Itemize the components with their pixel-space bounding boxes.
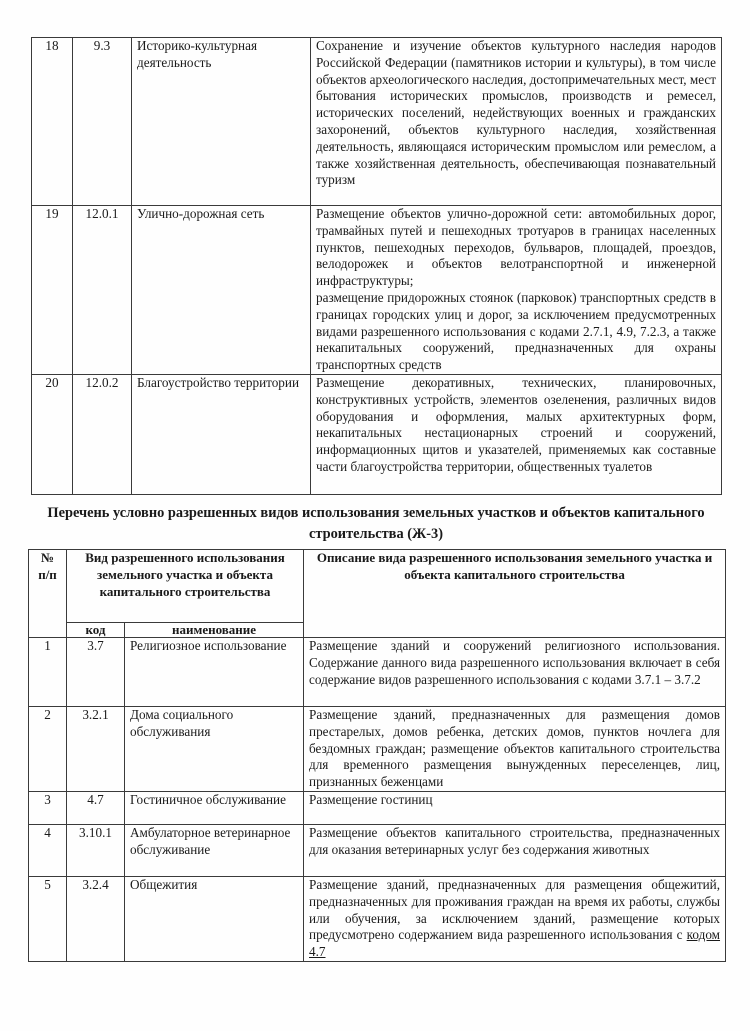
row-number: 1 [29, 638, 67, 707]
table-row [29, 825, 726, 877]
header-code: код [67, 623, 125, 638]
header-description: Описание вида разрешенного использования земельного участка и объекта капитального строительства [304, 550, 726, 638]
row-name: Улично-дорожная сеть [132, 206, 311, 375]
table-row [32, 206, 722, 375]
row-number: 2 [29, 707, 67, 792]
row-description: Размещение гостиниц [304, 792, 726, 825]
row-code: 3.10.1 [67, 825, 125, 877]
row-code: 3.2.4 [67, 877, 125, 962]
row-name: Религиозное использование [125, 638, 304, 707]
row-number: 18 [32, 38, 73, 206]
description-part-2: размещение придорожных стоянок (парковок) транспортных средств в границах городских улиц и дорог, за исключением предусмотренных видами разрешенного использования с кодами 2.7.1, 4.9, 7.2.3, а также некапитальных сооружений, предназначенных для охраны транспортных средств [316, 289, 716, 373]
row-description: Размещение зданий, предназначенных для размещения домов престарелых, домов ребенка, детских домов, пунктов ночлега для бездомных граждан; размещение объектов капитального строительства для временного размещения вынужденных переселенцев, лиц, признанных беженцами [304, 707, 726, 792]
header-use-type: Вид разрешенного использования земельного участка и объекта капитального строительства [67, 550, 304, 623]
header-name: наименование [125, 623, 304, 638]
row-name: Общежития [125, 877, 304, 962]
row-number: 20 [32, 375, 73, 495]
row-name: Амбулаторное ветеринарное обслуживание [125, 825, 304, 877]
table-row [29, 877, 726, 962]
row-code: 3.7 [67, 638, 125, 707]
code-reference-link[interactable]: кодом 4.7 [309, 927, 721, 960]
row-code: 9.3 [73, 38, 132, 206]
header-number: № п/п [29, 550, 67, 638]
row-description: Сохранение и изучение объектов культурного наследия народов Российской Федерации (памятников истории и культуры), в том числе объектов археологического наследия, достопримечательных мест, мест бытования исторических промыслов, производств и ремесел, исторических поселений, недействующих военных и гражданских захоронений, объектов культурного наследия, хозяйственная деятельность, являющаяся историческим промыслом или ремеслом, а также хозяйственная деятельность, обеспечивающая познавательный туризм [311, 38, 722, 206]
row-description: Размещение зданий и сооружений религиозного использования. Содержание данного вида разрешенного использования включает в себя содержание видов разрешенного использования с кодами 3.7.1 – 3.7.2 [304, 638, 726, 707]
table-row [29, 707, 726, 792]
row-name: Историко-культурная деятельность [132, 38, 311, 206]
row-number: 19 [32, 206, 73, 375]
row-number: 5 [29, 877, 67, 962]
row-name: Гостиничное обслуживание [125, 792, 304, 825]
header-row [29, 550, 726, 623]
row-description: Размещение декоративных, технических, планировочных, конструктивных устройств, элементов озеленения, различных видов оборудования и оформления, малых архитектурных форм, некапитальных нестационарных строений и сооружений, информационных щитов и указателей, применяемых как составные части благоустройства территории, общественных туалетов [311, 375, 722, 495]
row-name: Благоустройство территории [132, 375, 311, 495]
row-code: 3.2.1 [67, 707, 125, 792]
row-description [311, 206, 722, 375]
row-number: 4 [29, 825, 67, 877]
row-description: Размещение объектов капитального строительства, предназначенных для оказания ветеринарных услуг без содержания животных [304, 825, 726, 877]
row-description [304, 877, 726, 962]
table-row [29, 792, 726, 825]
conditionally-permitted-uses-table [28, 549, 726, 962]
description-part-1: Размещение объектов улично-дорожной сети: автомобильных дорог, трамвайных путей и пешеходных тротуаров в границах населенных пунктов, пешеходных переходов, бульваров, площадей, проездов, велодорожек и объектов велотранспортной и инженерной инфраструктуры; [316, 206, 716, 289]
row-code: 12.0.2 [73, 375, 132, 495]
table-row [32, 375, 722, 495]
row-code: 4.7 [67, 792, 125, 825]
description-text: Размещение зданий, предназначенных для размещения общежитий, предназначенных для проживания граждан на время их работы, службы или обучения, за исключением зданий, размещение которых предусмотрено содержанием вида разрешенного использования с [309, 877, 721, 943]
section-title: Перечень условно разрешенных видов использования земельных участков и объектов капитального строительства (Ж-3) [47, 505, 705, 542]
permitted-uses-table-continued [31, 37, 722, 495]
table-row [29, 638, 726, 707]
row-code: 12.0.1 [73, 206, 132, 375]
table-row [32, 38, 722, 206]
row-number: 3 [29, 792, 67, 825]
row-name: Дома социального обслуживания [125, 707, 304, 792]
